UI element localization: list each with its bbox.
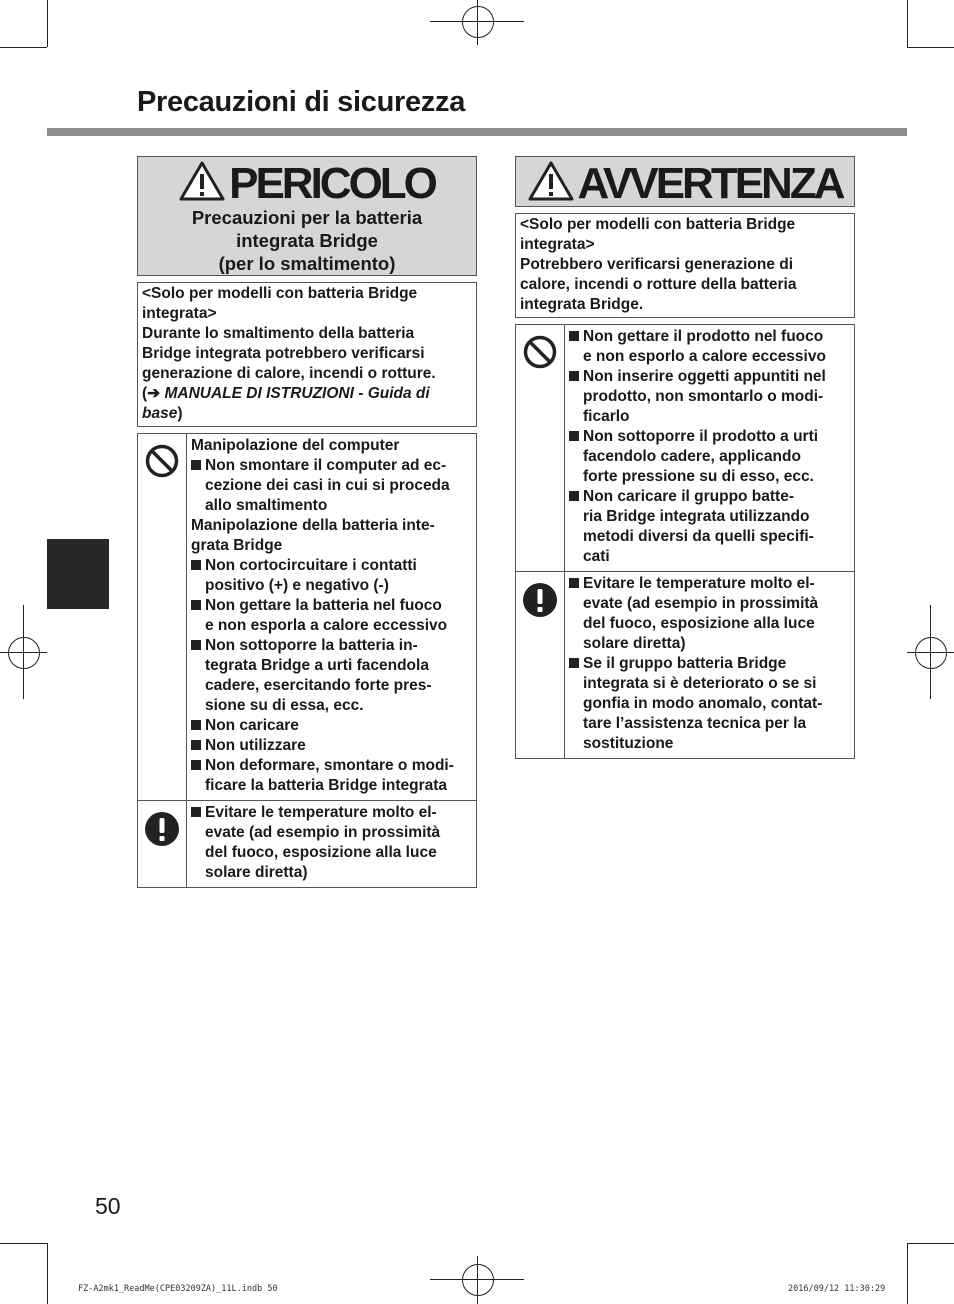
mandatory-text [187,801,476,887]
manual-ref-open: ( [142,385,148,402]
bullet-icon [569,371,579,381]
warning-triangle-icon [528,161,574,206]
list-item-cont: sione su di essa, ecc. [205,697,364,714]
warning-triangle-icon [179,161,225,206]
manual-ref-title: MANUALE DI ISTRUZIONI - Guida di [160,385,430,402]
crop-mark [0,1243,47,1244]
prohibited-row [516,325,854,571]
list-item: Evitare le temperature molto el- [569,574,852,594]
bullet-icon [569,491,579,501]
exclamation-icon [144,811,180,852]
note-line: Potrebbero verificarsi generazione di [520,256,794,273]
list-item-cont: e non esporlo a calore eccessivo [583,348,826,365]
note-line: <Solo per modelli con batteria Bridge [142,285,418,302]
list-item-cont: solare diretta) [205,864,308,881]
arrow-icon: ➔ [147,385,161,402]
page-title: Precauzioni di sicurezza [137,86,466,118]
warning-table [515,324,855,759]
bullet-icon [569,331,579,341]
footer-datetime: 2016/09/12 11:30:29 [788,1284,886,1294]
registration-mark [462,1264,494,1296]
mandatory-row [138,800,476,887]
prohibition-icon [145,444,179,483]
note-line: integrata> [520,236,595,253]
list-item: Non caricare [191,716,474,736]
list-item-cont: sostituzione [583,735,674,752]
danger-header [137,156,477,276]
bullet-icon [191,760,201,770]
registration-mark [915,637,947,669]
subheading: Manipolazione del computer [191,437,400,454]
crop-mark [907,1243,908,1304]
bullet-icon [191,600,201,610]
page-number: 50 [95,1193,121,1219]
list-item-cont: del fuoco, esposizione alla luce [205,844,437,861]
crop-mark [47,1243,48,1304]
warning-column [515,156,855,759]
list-item: Non utilizzare [191,736,474,756]
list-item-cont: gonfia in modo anomalo, contat- [583,695,823,712]
title-rule [47,128,907,136]
note-line: calore, incendi o rotture della batteria [520,276,797,293]
danger-subtitle-line: (per lo smaltimento) [218,253,396,274]
note-line: Bridge integrata potrebbero verificarsi [142,345,425,362]
crop-mark [0,47,47,48]
list-item: Non gettare il prodotto nel fuoco [569,327,852,347]
list-item-cont: solare diretta) [583,635,686,652]
list-item: Non caricare il gruppo batte- [569,487,852,507]
bullet-icon [191,740,201,750]
subheading: Manipolazione della batteria inte- [191,517,435,534]
crop-mark [47,0,48,47]
danger-subtitle-line: Precauzioni per la batteria [191,207,423,228]
list-item-cont: integrata si è deteriorato o se si [583,675,817,692]
note-line: generazione di calore, incendi o rotture. [142,365,436,382]
list-item: Non sottoporre il prodotto a urti [569,427,852,447]
exclamation-icon [522,582,558,623]
prohibited-icon-cell [516,325,565,571]
list-item: Non gettare la batteria nel fuoco [191,596,474,616]
prohibition-icon [523,335,557,374]
list-item: Evitare le temperature molto el- [191,803,474,823]
manual-ref-base: base [142,405,178,422]
note-line: integrata> [142,305,217,322]
mandatory-row [516,571,854,758]
manual-reference-cont [142,404,472,424]
list-item-cont: cezione dei casi in cui si proceda [205,477,450,494]
bullet-icon [191,640,201,650]
bullet-icon [569,658,579,668]
danger-column [137,156,477,888]
bullet-icon [569,431,579,441]
manual-reference [142,384,472,404]
prohibited-text [565,325,854,571]
bullet-icon [191,807,201,817]
prohibited-text [187,434,476,800]
danger-subtitle-line: integrata Bridge [236,230,378,251]
crop-mark [907,47,954,48]
list-item-cont: evate (ad esempio in prossimità [583,595,819,612]
warning-header [515,156,855,207]
footer-file: FZ-A2mk1_ReadMe(CPE03209ZA)_11L.indb 50 [78,1284,278,1294]
list-item-cont: prodotto, non smontarlo o modi- [583,388,824,405]
registration-mark [462,6,494,38]
danger-note [137,282,477,427]
list-item-cont: cati [583,548,610,565]
list-item: Non smontare il computer ad ec- [191,456,474,476]
bullet-icon [191,560,201,570]
bullet-icon [191,460,201,470]
list-item-cont: forte pressione su di esso, ecc. [583,468,814,485]
danger-subtitle [138,206,476,279]
crop-mark [907,1243,954,1244]
list-item: Se il gruppo batteria Bridge [569,654,852,674]
list-item: Non deformare, smontare o modi- [191,756,474,776]
list-item: Non cortocircuitare i contatti [191,556,474,576]
note-line: <Solo per modelli con batteria Bridge [520,216,796,233]
list-item-cont: facendolo cadere, applicando [583,448,801,465]
list-item-cont: ficare la batteria Bridge integrata [205,777,448,794]
note-line: Durante lo smaltimento della batteria [142,325,415,342]
danger-table [137,433,477,888]
manual-ref-close: ) [177,405,183,422]
warning-title: AVVERTENZA [577,158,843,208]
list-item-cont: e non esporla a calore eccessivo [205,617,448,634]
note-line: integrata Bridge. [520,296,644,313]
registration-mark [8,637,40,669]
warning-note [515,213,855,318]
danger-title: PERICOLO [229,158,435,208]
prohibited-icon-cell [138,434,187,800]
bullet-icon [191,720,201,730]
mandatory-text [565,572,854,758]
list-item: Non sottoporre la batteria in- [191,636,474,656]
list-item-cont: del fuoco, esposizione alla luce [583,615,815,632]
list-item-cont: tare l’assistenza tecnica per la [583,715,807,732]
list-item-cont: ria Bridge integrata utilizzando [583,508,810,525]
list-item-cont: cadere, esercitando forte pres- [205,677,432,694]
bullet-icon [569,578,579,588]
list-item-cont: ficarlo [583,408,630,425]
crop-mark [907,0,908,47]
mandatory-icon-cell [516,572,565,758]
list-item-cont: tegrata Bridge a urti facendola [205,657,429,674]
list-item: Non inserire oggetti appuntiti nel [569,367,852,387]
prohibited-row [138,434,476,800]
list-item-cont: evate (ad esempio in prossimità [205,824,441,841]
mandatory-icon-cell [138,801,187,887]
subheading: grata Bridge [191,537,283,554]
list-item-cont: metodi diversi da quelli specifi- [583,528,814,545]
section-tab [47,539,109,609]
list-item-cont: allo smaltimento [205,497,328,514]
list-item-cont: positivo (+) e negativo (-) [205,577,389,594]
